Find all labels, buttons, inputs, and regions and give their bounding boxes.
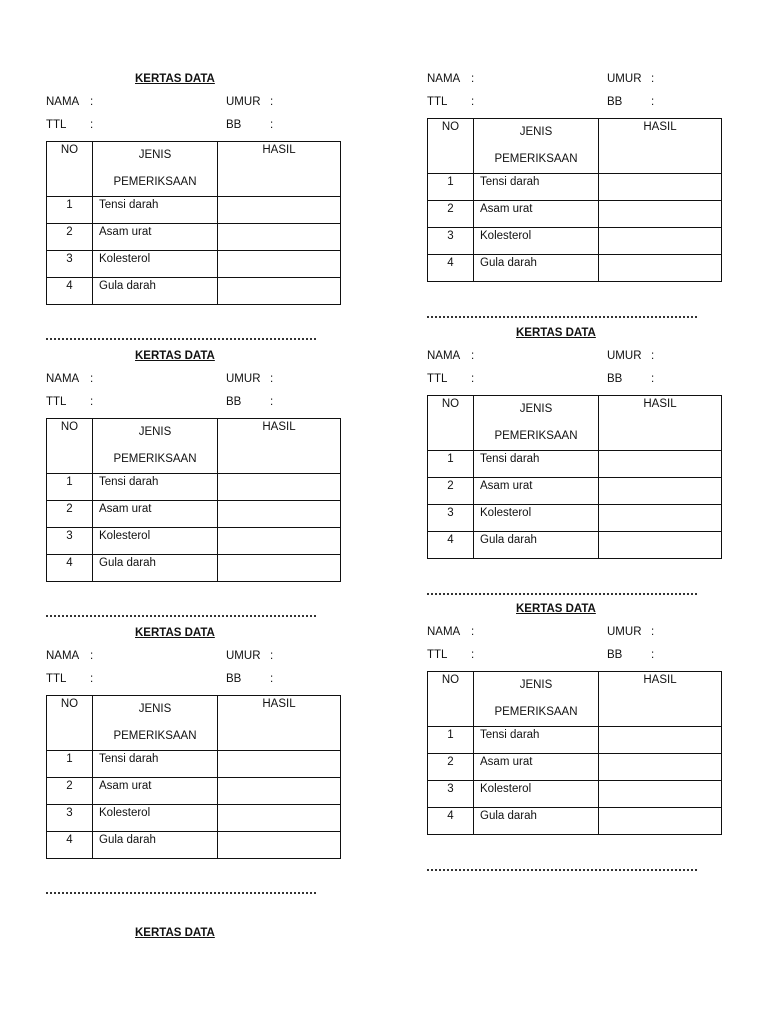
table-row — [47, 832, 341, 859]
row-jenis-text: Asam urat — [99, 780, 152, 792]
row-no — [428, 201, 474, 228]
ttl-label: TTL — [427, 373, 448, 385]
row-jenis-text: Kolesterol — [99, 253, 151, 265]
bb-colon: : — [270, 119, 274, 131]
header-jenis — [93, 419, 218, 474]
row-jenis-text: Gula darah — [480, 810, 537, 822]
row-hasil-cell[interactable] — [599, 451, 722, 478]
umur-label: UMUR — [226, 650, 261, 662]
table-header-row — [428, 119, 722, 174]
table-header-row — [428, 672, 722, 727]
ttl-colon: : — [471, 96, 475, 108]
row-jenis — [93, 501, 218, 528]
row-no — [47, 778, 93, 805]
row-hasil-cell[interactable] — [218, 278, 341, 305]
table-row — [47, 528, 341, 555]
table-header-row — [47, 419, 341, 474]
header-jenis-line1: JENIS — [519, 403, 553, 415]
row-jenis — [474, 532, 599, 559]
row-jenis — [474, 174, 599, 201]
table-header-row — [47, 142, 341, 197]
row-hasil-cell[interactable] — [599, 754, 722, 781]
bb-label: BB — [607, 649, 623, 661]
header-jenis — [93, 142, 218, 197]
bb-colon: : — [651, 373, 655, 385]
table-row — [428, 478, 722, 505]
nama-label: NAMA — [427, 350, 461, 362]
row-no — [47, 224, 93, 251]
row-jenis-text: Asam urat — [480, 756, 533, 768]
header-no — [428, 672, 474, 727]
nama-label: NAMA — [46, 373, 80, 385]
row-jenis-text: Kolesterol — [480, 230, 532, 242]
ttl-colon: : — [471, 649, 475, 661]
ttl-colon: : — [90, 119, 94, 131]
row-jenis — [93, 224, 218, 251]
header-no-text: NO — [441, 121, 460, 133]
umur-label: UMUR — [607, 350, 642, 362]
row-hasil-cell[interactable] — [218, 251, 341, 278]
row-hasil-cell[interactable] — [218, 501, 341, 528]
table-row — [47, 778, 341, 805]
umur-colon: : — [651, 350, 655, 362]
header-jenis-line2: PEMERIKSAAN — [494, 706, 578, 718]
table-row — [428, 255, 722, 282]
header-jenis-line2: PEMERIKSAAN — [113, 176, 197, 188]
row-no-text: 3 — [447, 783, 454, 795]
row-hasil-cell[interactable] — [218, 197, 341, 224]
bb-label: BB — [607, 96, 623, 108]
umur-label: UMUR — [607, 73, 642, 85]
row-jenis — [474, 228, 599, 255]
bb-label: BB — [226, 396, 242, 408]
row-no — [428, 808, 474, 835]
row-no-text: 2 — [447, 203, 454, 215]
form-title: KERTAS DATA — [135, 73, 215, 85]
row-jenis — [93, 528, 218, 555]
row-no-text: 1 — [447, 729, 454, 741]
row-jenis-text: Kolesterol — [99, 807, 151, 819]
header-hasil-text: HASIL — [643, 121, 677, 133]
row-no-text: 3 — [66, 253, 73, 265]
row-no — [428, 754, 474, 781]
row-hasil-cell[interactable] — [599, 505, 722, 532]
umur-label: UMUR — [607, 626, 642, 638]
row-jenis-text: Kolesterol — [99, 530, 151, 542]
header-hasil-text: HASIL — [262, 144, 296, 156]
nama-colon: : — [471, 73, 475, 85]
header-no — [47, 696, 93, 751]
header-no — [428, 396, 474, 451]
header-hasil — [599, 672, 722, 727]
table-row — [428, 532, 722, 559]
row-no — [47, 805, 93, 832]
table-header-row — [47, 696, 341, 751]
row-jenis-text: Kolesterol — [480, 507, 532, 519]
row-no-text: 3 — [447, 507, 454, 519]
table-row — [428, 174, 722, 201]
pemeriksaan-table — [427, 395, 722, 559]
table-row — [47, 224, 341, 251]
table-header-row — [428, 396, 722, 451]
form-title: KERTAS DATA — [516, 603, 596, 615]
row-no — [428, 532, 474, 559]
table-row — [428, 808, 722, 835]
header-no — [47, 419, 93, 474]
row-hasil-cell[interactable] — [218, 832, 341, 859]
bb-colon: : — [270, 396, 274, 408]
row-jenis — [93, 197, 218, 224]
table-row — [428, 451, 722, 478]
row-hasil-cell[interactable] — [599, 781, 722, 808]
header-jenis-line1: JENIS — [138, 703, 172, 715]
header-no-text: NO — [60, 698, 79, 710]
form-title: KERTAS DATA — [516, 327, 596, 339]
row-hasil-cell[interactable] — [218, 805, 341, 832]
bb-colon: : — [651, 96, 655, 108]
bb-label: BB — [226, 119, 242, 131]
pemeriksaan-table — [427, 671, 722, 835]
header-hasil — [218, 419, 341, 474]
row-hasil-cell[interactable] — [218, 555, 341, 582]
row-jenis-text: Tensi darah — [480, 729, 540, 741]
row-no-text: 2 — [447, 756, 454, 768]
umur-label: UMUR — [226, 373, 261, 385]
row-no-text: 4 — [447, 257, 454, 269]
header-hasil — [599, 396, 722, 451]
row-jenis — [474, 808, 599, 835]
row-hasil-cell[interactable] — [599, 228, 722, 255]
table-row — [428, 754, 722, 781]
nama-colon: : — [90, 373, 94, 385]
header-no-text: NO — [441, 398, 460, 410]
table-row — [428, 781, 722, 808]
table-row — [428, 228, 722, 255]
nama-colon: : — [90, 96, 94, 108]
bb-colon: : — [651, 649, 655, 661]
bb-label: BB — [607, 373, 623, 385]
table-row — [428, 201, 722, 228]
row-no — [428, 228, 474, 255]
header-jenis-line2: PEMERIKSAAN — [113, 453, 197, 465]
row-jenis — [93, 751, 218, 778]
table-row — [47, 751, 341, 778]
row-no-text: 2 — [66, 226, 73, 238]
umur-colon: : — [270, 650, 274, 662]
umur-label: UMUR — [226, 96, 261, 108]
nama-label: NAMA — [427, 73, 461, 85]
row-hasil-cell[interactable] — [218, 224, 341, 251]
pemeriksaan-table — [46, 695, 341, 859]
table-row — [47, 278, 341, 305]
row-hasil-cell[interactable] — [218, 751, 341, 778]
header-jenis-line2: PEMERIKSAAN — [494, 153, 578, 165]
nama-label: NAMA — [46, 650, 80, 662]
row-jenis-text: Gula darah — [480, 257, 537, 269]
header-jenis-line2: PEMERIKSAAN — [494, 430, 578, 442]
umur-colon: : — [270, 373, 274, 385]
row-jenis-text: Asam urat — [99, 503, 152, 515]
row-no — [47, 474, 93, 501]
header-hasil — [218, 142, 341, 197]
row-no-text: 1 — [447, 176, 454, 188]
umur-colon: : — [651, 73, 655, 85]
row-no — [47, 751, 93, 778]
row-jenis — [93, 832, 218, 859]
header-hasil-text: HASIL — [643, 674, 677, 686]
form-title: KERTAS DATA — [135, 927, 215, 939]
row-no — [428, 727, 474, 754]
nama-colon: : — [90, 650, 94, 662]
row-jenis-text: Tensi darah — [99, 476, 159, 488]
row-hasil-cell[interactable] — [599, 201, 722, 228]
header-hasil-text: HASIL — [262, 421, 296, 433]
row-jenis — [474, 727, 599, 754]
row-jenis — [93, 555, 218, 582]
row-no-text: 2 — [66, 780, 73, 792]
header-hasil-text: HASIL — [643, 398, 677, 410]
row-no — [47, 278, 93, 305]
header-jenis — [93, 696, 218, 751]
header-no-text: NO — [441, 674, 460, 686]
form-title: KERTAS DATA — [135, 350, 215, 362]
cut-line — [427, 316, 697, 318]
header-jenis-line1: JENIS — [519, 679, 553, 691]
table-row — [47, 805, 341, 832]
ttl-label: TTL — [46, 119, 67, 131]
row-jenis-text: Tensi darah — [480, 176, 540, 188]
header-no — [428, 119, 474, 174]
row-no-text: 3 — [66, 530, 73, 542]
header-jenis — [474, 396, 599, 451]
umur-colon: : — [651, 626, 655, 638]
form-title: KERTAS DATA — [135, 627, 215, 639]
row-hasil-cell[interactable] — [599, 808, 722, 835]
row-no-text: 4 — [66, 557, 73, 569]
row-no-text: 1 — [447, 453, 454, 465]
pemeriksaan-table — [46, 418, 341, 582]
row-jenis — [93, 251, 218, 278]
table-row — [47, 501, 341, 528]
row-jenis-text: Asam urat — [480, 480, 533, 492]
nama-colon: : — [471, 626, 475, 638]
row-no-text: 3 — [66, 807, 73, 819]
row-no — [428, 255, 474, 282]
row-jenis — [474, 451, 599, 478]
pemeriksaan-table — [46, 141, 341, 305]
row-hasil-cell[interactable] — [599, 532, 722, 559]
row-jenis-text: Gula darah — [99, 557, 156, 569]
bb-colon: : — [270, 673, 274, 685]
table-row — [47, 474, 341, 501]
row-no-text: 1 — [66, 753, 73, 765]
row-no — [428, 174, 474, 201]
table-row — [47, 555, 341, 582]
row-jenis — [474, 201, 599, 228]
cut-line — [46, 615, 316, 617]
ttl-colon: : — [90, 673, 94, 685]
row-jenis — [93, 474, 218, 501]
row-hasil-cell[interactable] — [218, 528, 341, 555]
row-no — [47, 832, 93, 859]
row-jenis-text: Kolesterol — [480, 783, 532, 795]
nama-label: NAMA — [427, 626, 461, 638]
pemeriksaan-table — [427, 118, 722, 282]
header-jenis — [474, 672, 599, 727]
header-jenis — [474, 119, 599, 174]
nama-colon: : — [471, 350, 475, 362]
row-jenis-text: Gula darah — [99, 834, 156, 846]
cut-line — [427, 869, 697, 871]
header-jenis-line1: JENIS — [138, 426, 172, 438]
table-row — [47, 251, 341, 278]
row-no — [47, 501, 93, 528]
row-no-text: 4 — [66, 280, 73, 292]
row-jenis-text: Tensi darah — [99, 753, 159, 765]
table-row — [428, 505, 722, 532]
cut-line — [46, 892, 316, 894]
row-no-text: 1 — [66, 199, 73, 211]
row-hasil-cell[interactable] — [218, 778, 341, 805]
header-no-text: NO — [60, 144, 79, 156]
row-jenis — [474, 478, 599, 505]
bb-label: BB — [226, 673, 242, 685]
row-no — [428, 505, 474, 532]
row-hasil-cell[interactable] — [599, 255, 722, 282]
row-hasil-cell[interactable] — [599, 174, 722, 201]
header-no — [47, 142, 93, 197]
row-jenis — [474, 754, 599, 781]
row-no-text: 2 — [66, 503, 73, 515]
header-hasil-text: HASIL — [262, 698, 296, 710]
row-no-text: 2 — [447, 480, 454, 492]
table-row — [428, 727, 722, 754]
row-no — [47, 197, 93, 224]
table-row — [47, 197, 341, 224]
umur-colon: : — [270, 96, 274, 108]
row-hasil-cell[interactable] — [599, 727, 722, 754]
header-jenis-line2: PEMERIKSAAN — [113, 730, 197, 742]
ttl-label: TTL — [427, 649, 448, 661]
row-jenis-text: Asam urat — [480, 203, 533, 215]
row-no — [47, 251, 93, 278]
row-no-text: 4 — [447, 534, 454, 546]
row-jenis-text: Gula darah — [99, 280, 156, 292]
row-jenis-text: Asam urat — [99, 226, 152, 238]
row-no-text: 4 — [447, 810, 454, 822]
header-no-text: NO — [60, 421, 79, 433]
row-no-text: 3 — [447, 230, 454, 242]
row-jenis-text: Tensi darah — [99, 199, 159, 211]
ttl-colon: : — [471, 373, 475, 385]
header-jenis-line1: JENIS — [138, 149, 172, 161]
ttl-label: TTL — [46, 396, 67, 408]
row-no-text: 4 — [66, 834, 73, 846]
header-hasil — [218, 696, 341, 751]
row-hasil-cell[interactable] — [599, 478, 722, 505]
row-no — [428, 781, 474, 808]
row-jenis — [93, 778, 218, 805]
cut-line — [427, 593, 697, 595]
row-no — [428, 478, 474, 505]
cut-line — [46, 338, 316, 340]
row-jenis — [93, 278, 218, 305]
ttl-label: TTL — [427, 96, 448, 108]
nama-label: NAMA — [46, 96, 80, 108]
row-no — [47, 555, 93, 582]
row-jenis-text: Tensi darah — [480, 453, 540, 465]
row-hasil-cell[interactable] — [218, 474, 341, 501]
ttl-colon: : — [90, 396, 94, 408]
row-jenis — [93, 805, 218, 832]
ttl-label: TTL — [46, 673, 67, 685]
row-jenis — [474, 505, 599, 532]
row-jenis — [474, 255, 599, 282]
row-no-text: 1 — [66, 476, 73, 488]
row-no — [47, 528, 93, 555]
row-jenis — [474, 781, 599, 808]
row-no — [428, 451, 474, 478]
header-hasil — [599, 119, 722, 174]
header-jenis-line1: JENIS — [519, 126, 553, 138]
row-jenis-text: Gula darah — [480, 534, 537, 546]
